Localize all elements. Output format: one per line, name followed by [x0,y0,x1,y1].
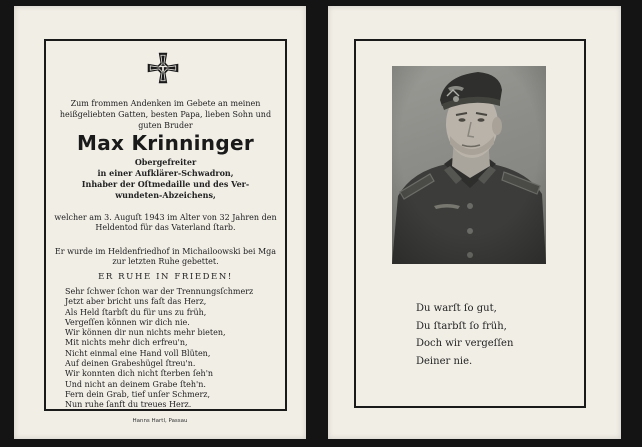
poem-line: Jetzt aber bricht uns faſt das Herz, [65,297,207,307]
poem-line: Nicht einmal eine Hand voll Blüten, [65,348,211,358]
poem-line: Auf deinen Grabeshügel ſtreu'n. [65,359,196,369]
poem-line: Und nicht an deinem Grabe ſteh'n. [65,379,206,389]
death-notice: welcher am 3. Auguſt 1943 im Alter von 32 Jahren den Heldentod für das Vaterland ſtarb. [54,213,277,232]
poem-line: Fern dein Grab, tief unſer Schmerz, [65,389,211,399]
verse-line: Du warſt ſo gut, [416,303,497,314]
poem-line: Mit nichts mehr dich erfreu'n, [65,338,188,348]
verse-line: Deiner nie. [416,355,473,367]
verse-line: Du ſtarbſt ſo früh, [416,320,507,332]
poem-line: Nun ruhe ſanft du treues Herz. [65,400,192,410]
verse-line: Doch wir vergeſſen [416,338,514,349]
rank-line: Obergefreiter [134,157,197,167]
poem-line: Vergeſſen können wir dich nie. [65,317,190,327]
poem [65,287,275,411]
poem-line: Wir können dir nun nichts mehr bieten, [65,328,226,338]
rank-text [52,157,279,201]
memorial-verse [416,300,576,370]
right-card-frame [354,39,586,408]
poem-line: Sehr ſchwer ſchon war der Trennungsſchmerz [65,287,254,296]
deceased-name: Max Krinninger [77,131,254,155]
intro-text: Zum frommen Andenken im Gebete an meinen heißgeliebten Gatten, besten Papa, lieben Sohn und guten Bruder [59,99,272,130]
left-card-frame [44,39,287,411]
rank-line: in einer Aufklärer-Schwadron, [97,168,234,178]
printer-imprint: Hanns Hartl, Passau [132,418,188,424]
left-memorial-card [14,6,306,439]
rest-in-peace: ER RUHE IN FRIEDEN! [98,272,233,282]
burial-notice: Er wurde im Heldenfriedhof in Michailoowski bei Mga zur letzten Ruhe gebettet. [54,247,277,266]
right-memorial-card [328,6,621,439]
rank-line: wundeten-Abzeichens, [115,190,216,200]
rank-line: Inhaber der Oſtmedaille und des Ver- [81,179,250,189]
poem-line: Als Held ſtarbſt du für uns zu früh, [65,307,207,317]
poem-line: Wir konnten dich nicht ſterben ſeh'n [65,369,214,379]
iron-cross-icon [146,51,180,85]
soldier-portrait [392,66,546,264]
